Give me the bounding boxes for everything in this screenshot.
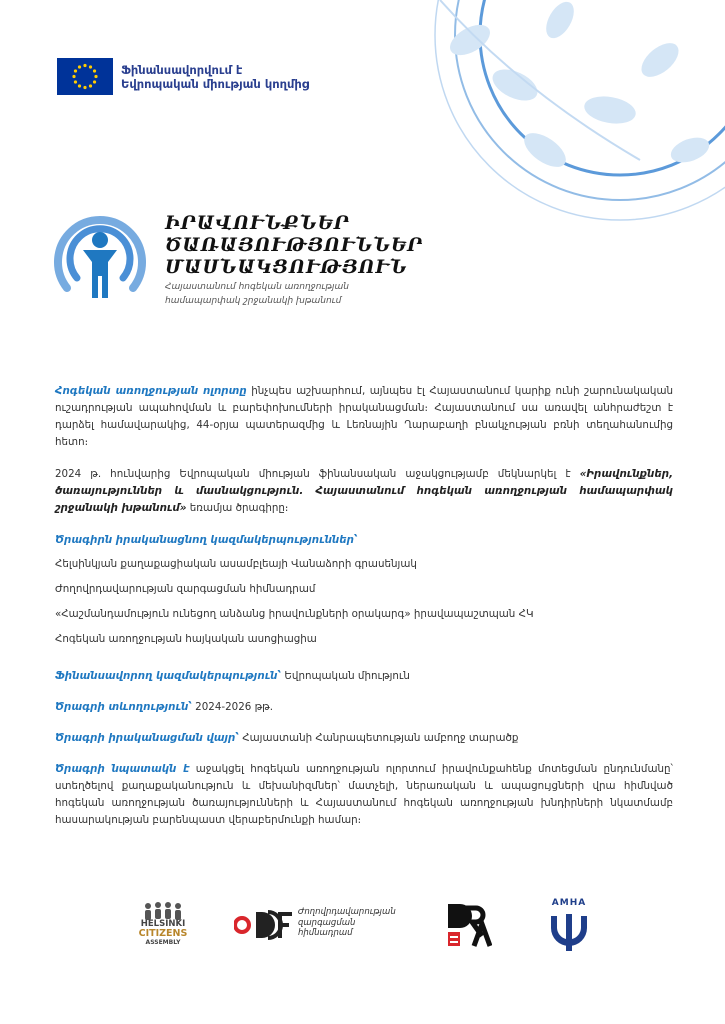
eu-star-icon — [93, 80, 96, 83]
location-value: Հայաստանի Հանրապետության ամբողջ տարածք — [239, 732, 519, 744]
implementer-item: Հոգեկան առողջության հայկական ասոցիացիա — [55, 633, 317, 645]
eu-star-icon — [83, 64, 86, 67]
eu-star-icon — [94, 75, 97, 78]
launch-pre: 2024 թ. հունվարից Եվրոպական միության ֆինանսական աջակցությամբ մեկնարկել է — [55, 468, 580, 480]
hca-wordmark — [136, 920, 190, 947]
launch-paragraph — [55, 466, 673, 517]
launch-program-title: «Իրավունքներ, ծառայություններ և մասնակցություն. Հայաստանում հոգեկան առողջության համապարփակ շրջանակի խթանում» — [55, 468, 673, 514]
duration-label: Ծրագրի տևողություն՝ — [55, 701, 192, 713]
goal-label: Ծրագրի նպատակն է — [55, 763, 190, 775]
disability-rights-agenda-logo-icon — [446, 902, 492, 948]
eu-star-icon — [74, 69, 77, 72]
eu-star-icon — [78, 65, 81, 68]
intro-paragraph — [55, 383, 673, 451]
implementer-item: «Հաշմանդամություն ունեցող անձանց իրավունքների օրակարգ» իրավապաշտպան ՀԿ — [55, 608, 534, 620]
eu-star-icon — [89, 84, 92, 87]
duration-line — [55, 699, 673, 716]
brand-line-2: ԾԱՌԱՅՈՒԹՅՈՒՆՆԵՐ — [165, 235, 424, 256]
ddf-line-3: հիմնադրամ — [298, 928, 353, 938]
eu-star-icon — [78, 84, 81, 87]
duration-value: 2024-2026 թթ. — [191, 701, 274, 713]
funder-line — [55, 668, 673, 685]
eu-star-icon — [89, 65, 92, 68]
brand-subtitle-1: Հայաստանում հոգեկան առողջության — [165, 282, 349, 292]
ddf-wordmark — [298, 907, 396, 939]
goal-paragraph — [55, 761, 673, 829]
eu-star-icon — [83, 86, 86, 89]
ddf-line-1: Ժողովրդավարության — [298, 907, 396, 917]
amha-wordmark: AMHA — [551, 898, 587, 908]
program-brand — [165, 213, 423, 307]
brand-line-1: ԻՐԱՎՈՒՆՔՆԵՐ — [165, 213, 350, 234]
location-line — [55, 730, 673, 747]
eu-flag-icon — [57, 58, 113, 95]
intro-lead: Հոգեկան առողջության ոլորտը — [55, 385, 247, 397]
brand-line-3: ՄԱՍՆԱԿՑՈՒԹՅՈՒՆ — [165, 257, 408, 278]
ddf-line-2: զարգացման — [298, 917, 356, 928]
main-content — [55, 383, 673, 843]
implementer-item: Հելսինկյան քաղաքացիական ասամբլեայի Վանաձորի գրասենյակ — [55, 558, 417, 570]
hca-line-3: ASSEMBLY — [145, 939, 181, 946]
launch-post: եռամյա ծրագիրը։ — [186, 502, 289, 514]
eu-line-1: Ֆինանսավորվում է — [121, 62, 243, 77]
hca-line-1: HELSINKI — [140, 919, 186, 929]
implementers-heading: Ծրագիրն իրականացնող կազմակերպություններ՝ — [55, 534, 358, 546]
eu-funding-text — [121, 63, 309, 91]
eu-star-icon — [74, 80, 77, 83]
eu-star-icon — [93, 69, 96, 72]
democracy-development-foundation-logo-icon — [234, 908, 294, 942]
hca-line-2: CITIZENS — [138, 928, 188, 939]
funder-label: Ֆինանսավորող կազմակերպություն՝ — [55, 670, 282, 682]
funder-value: Եվրոպական միություն — [281, 670, 410, 682]
program-logo-icon — [45, 200, 155, 310]
eu-funding-block — [57, 58, 309, 95]
brand-subtitle-2: համապարփակ շրջանակի խթանում — [165, 296, 342, 306]
implementer-item: Ժողովրդավարության զարգացման հիմնադրամ — [55, 583, 316, 595]
location-label: Ծրագրի իրականացման վայր՝ — [55, 732, 239, 744]
intro-text: ինչպես աշխարհում, այնպես էլ Հայաստանում կարիք ունի շարունակական ուշադրության ապահովման և բարեփոխումների իրականացման։ Հայաստանում սա առավել անհրաժեշտ է դարձել համավարակից, 44-օրյա պատերազմից և Լեռնային Ղարաբաղի բնակչության բռնի տեղահանումից հետո։ — [55, 385, 673, 448]
goal-value: աջակցել հոգեկան առողջության ոլորտում իրավունքահենք մոտեցման ընդունմանը՝ ստեղծելով քաղաքականություն և մեխանիզմներ՝ մատչելի, ներառական և ապացույցների վրա հիմնված հոգեկան առողջության ծառայությունների և Հայաստանում հոգեկան առողջության խնդիրների նկատմամբ հասարակության բարենպաստ վերաբերմունքի համար։ — [55, 763, 673, 826]
eu-line-2: Եվրոպական միության կողմից — [121, 76, 310, 91]
eu-star-icon — [72, 75, 75, 78]
